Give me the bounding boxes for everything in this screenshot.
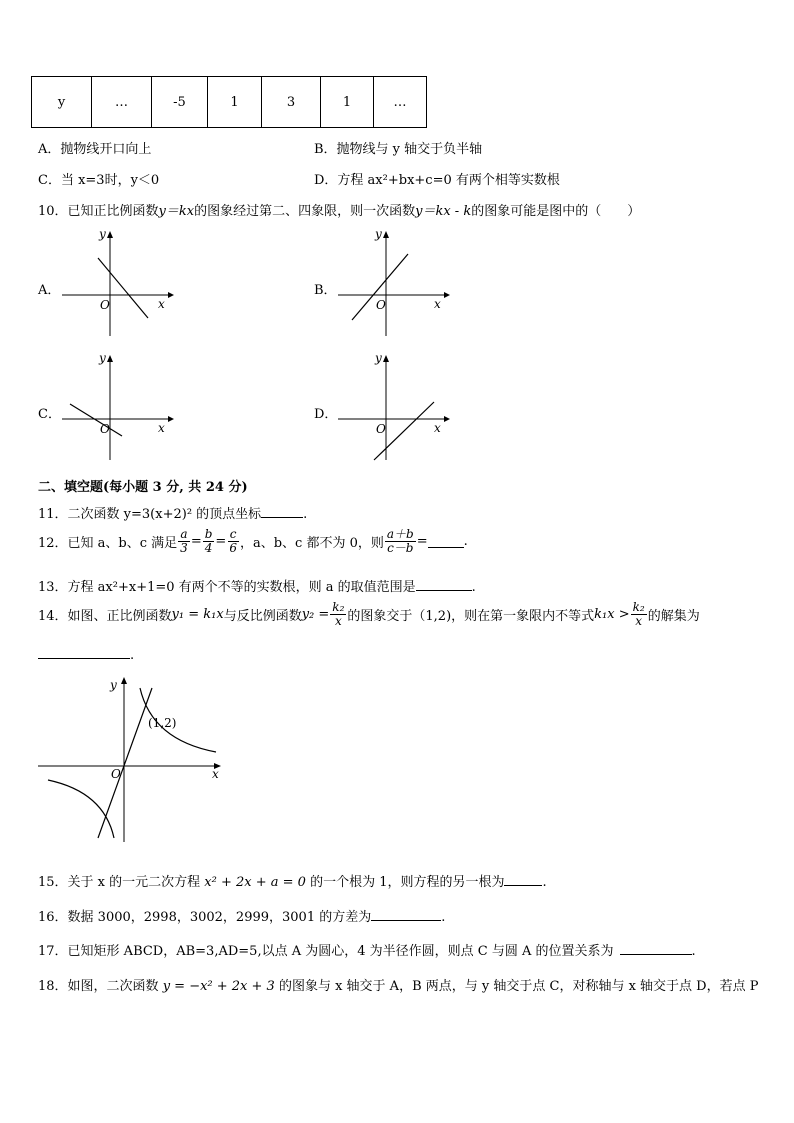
q9-option-c: C．当 x=3时，y＜0 <box>38 173 160 188</box>
table-cell: 3 <box>262 77 321 128</box>
q15: 15．关于 x 的一元二次方程 x² + 2x + a = 0 的一个根为 1，则方程的另一根为 . <box>38 875 547 890</box>
axis-y-label: y <box>375 228 382 241</box>
axis-y-label: y <box>99 228 106 241</box>
answer-blank[interactable] <box>428 547 464 548</box>
q11: 11．二次函数 y=3(x+2)² 的顶点坐标 . <box>38 507 308 522</box>
origin-label: O <box>376 422 386 436</box>
q10-label-a: A． <box>38 283 61 298</box>
origin-label: O <box>376 298 386 312</box>
origin-label: O <box>111 767 121 781</box>
table-cell: 1 <box>321 77 374 128</box>
q10-label-c: C． <box>38 407 61 422</box>
answer-blank[interactable] <box>416 590 472 591</box>
q9-option-b: B．抛物线与 y 轴交于负半轴 <box>314 142 483 157</box>
q17: 17．已知矩形 ABCD，AB=3,AD=5,以点 A 为圆心，4 为半径作圆，则点 C 与圆 A 的位置关系为 . <box>38 944 696 959</box>
q18: 18．如图，二次函数 y = −x² + 2x + 3 的图象与 x 轴交于 A，B 两点，与 y 轴交于点 C，对称轴与 x 轴交于点 D，若点 P <box>38 979 759 994</box>
q10-graph-c <box>60 352 175 462</box>
table-row-label: y <box>32 77 92 128</box>
table-cell: … <box>374 77 427 128</box>
axis-x-label: x <box>158 297 165 311</box>
q13: 13．方程 ax²+x+1=0 有两个不等的实数根，则 a 的取值范围是 . <box>38 580 476 595</box>
answer-blank[interactable] <box>261 517 303 518</box>
axis-y-label: y <box>110 678 117 692</box>
section-title: 二、填空题(每小题 3 分, 共 24 分) <box>38 480 248 495</box>
answer-blank[interactable] <box>38 658 130 659</box>
table-cell: 1 <box>208 77 262 128</box>
table-row <box>32 77 427 128</box>
q9-option-a: A．抛物线开口向上 <box>38 142 152 157</box>
axis-x-label: x <box>434 297 441 311</box>
q9-option-d: D．方程 ax²+bx+c=0 有两个相等实数根 <box>314 173 560 188</box>
axis-y-label: y <box>375 352 382 365</box>
q14: 14．如图、正比例函数 y₁ = k₁x 与反比例函数 y₂ = $\frac{\text{k₂}}{x}$ 的图象交于（1,2)，则在第一象限内不等式 k₁x > $\frac{\text{k₂}}{x}$ 的解集为 <box>38 600 700 628</box>
origin-label: O <box>100 422 110 436</box>
q10-graph-d <box>336 352 451 462</box>
axis-x-label: x <box>158 421 165 435</box>
q10-stem: 10．已知正比例函数y＝kx的图象经过第二、四象限，则一次函数y＝kx - k的图象可能是图中的（ ） <box>38 204 641 219</box>
axis-x-label: x <box>212 767 219 781</box>
table-cell: -5 <box>152 77 208 128</box>
value-table <box>31 76 427 128</box>
table-cell: … <box>92 77 152 128</box>
q10-graph-a <box>60 228 175 338</box>
q14-graph <box>36 672 226 844</box>
q12: 12．已知 a、b、c 满足 $\frac{a}{3}$ = $\frac{b}{4}$ = $\frac{c}{6}$ ，a、b、c 都不为 0，则 $\frac{a+b}{c-b}$ = . <box>38 527 468 555</box>
answer-blank[interactable] <box>371 920 441 921</box>
q10-label-b: B． <box>314 283 337 298</box>
hyperbola-branch-2 <box>48 780 114 838</box>
answer-blank[interactable] <box>620 954 692 955</box>
q10-label-d: D． <box>314 407 338 422</box>
proportional-line <box>98 688 152 838</box>
origin-label: O <box>100 298 110 312</box>
axis-x-label: x <box>434 421 441 435</box>
axis-y-label: y <box>99 352 106 365</box>
q14-answer-line: . <box>38 648 134 663</box>
intersection-label: (1,2) <box>148 716 177 730</box>
q10-graph-b <box>336 228 451 338</box>
answer-blank[interactable] <box>504 885 542 886</box>
q16: 16．数据 3000，2998，3002，2999，3001 的方差为 . <box>38 910 446 925</box>
